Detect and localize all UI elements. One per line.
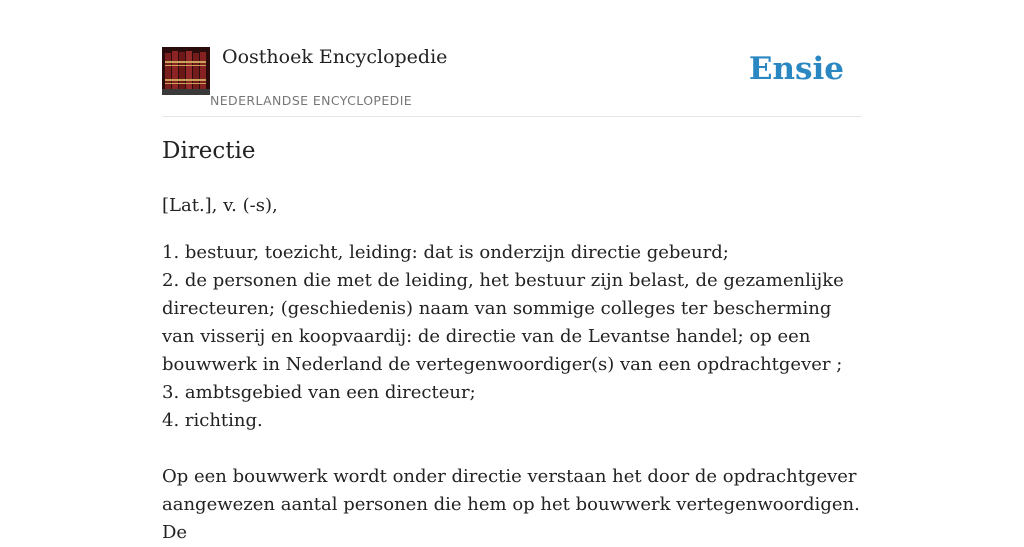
definition-item: 3. ambtsgebied van een directeur; [162, 382, 476, 403]
site-title[interactable]: Oosthoek Encyclopedie [222, 46, 448, 68]
entry-title: Directie [162, 138, 256, 164]
encyclopedia-books-icon [162, 47, 210, 95]
definition-item: 2. de personen die met de leiding, het bestuur zijn belast, de gezamenlijke directeuren; (geschiedenis) naam van sommige colleges ter bescherming van visserij en koopvaardij: de directie van de Levantse handel; op een bouwwerk in Nederland de vertegenwoordiger(s) van een opdrachtgever ; [162, 270, 844, 375]
site-header [162, 46, 862, 117]
entry-content [162, 192, 862, 547]
etymology: [Lat.], v. (-s), [162, 195, 278, 216]
body-paragraph: Op een bouwwerk wordt onder directie verstaan het door de opdrachtgever aangewezen aantal personen die hem op het bouwwerk vertegenwoordigen. De [162, 466, 860, 543]
ensie-logo-link[interactable]: Ensie [748, 51, 844, 87]
site-subtitle: NEDERLANDSE ENCYCLOPEDIE [210, 93, 413, 108]
definition-item: 1. bestuur, toezicht, leiding: dat is onderzijn directie gebeurd; [162, 242, 729, 263]
site-avatar[interactable] [162, 47, 210, 95]
definition-list [162, 239, 862, 435]
definition-item: 4. richting. [162, 410, 263, 431]
